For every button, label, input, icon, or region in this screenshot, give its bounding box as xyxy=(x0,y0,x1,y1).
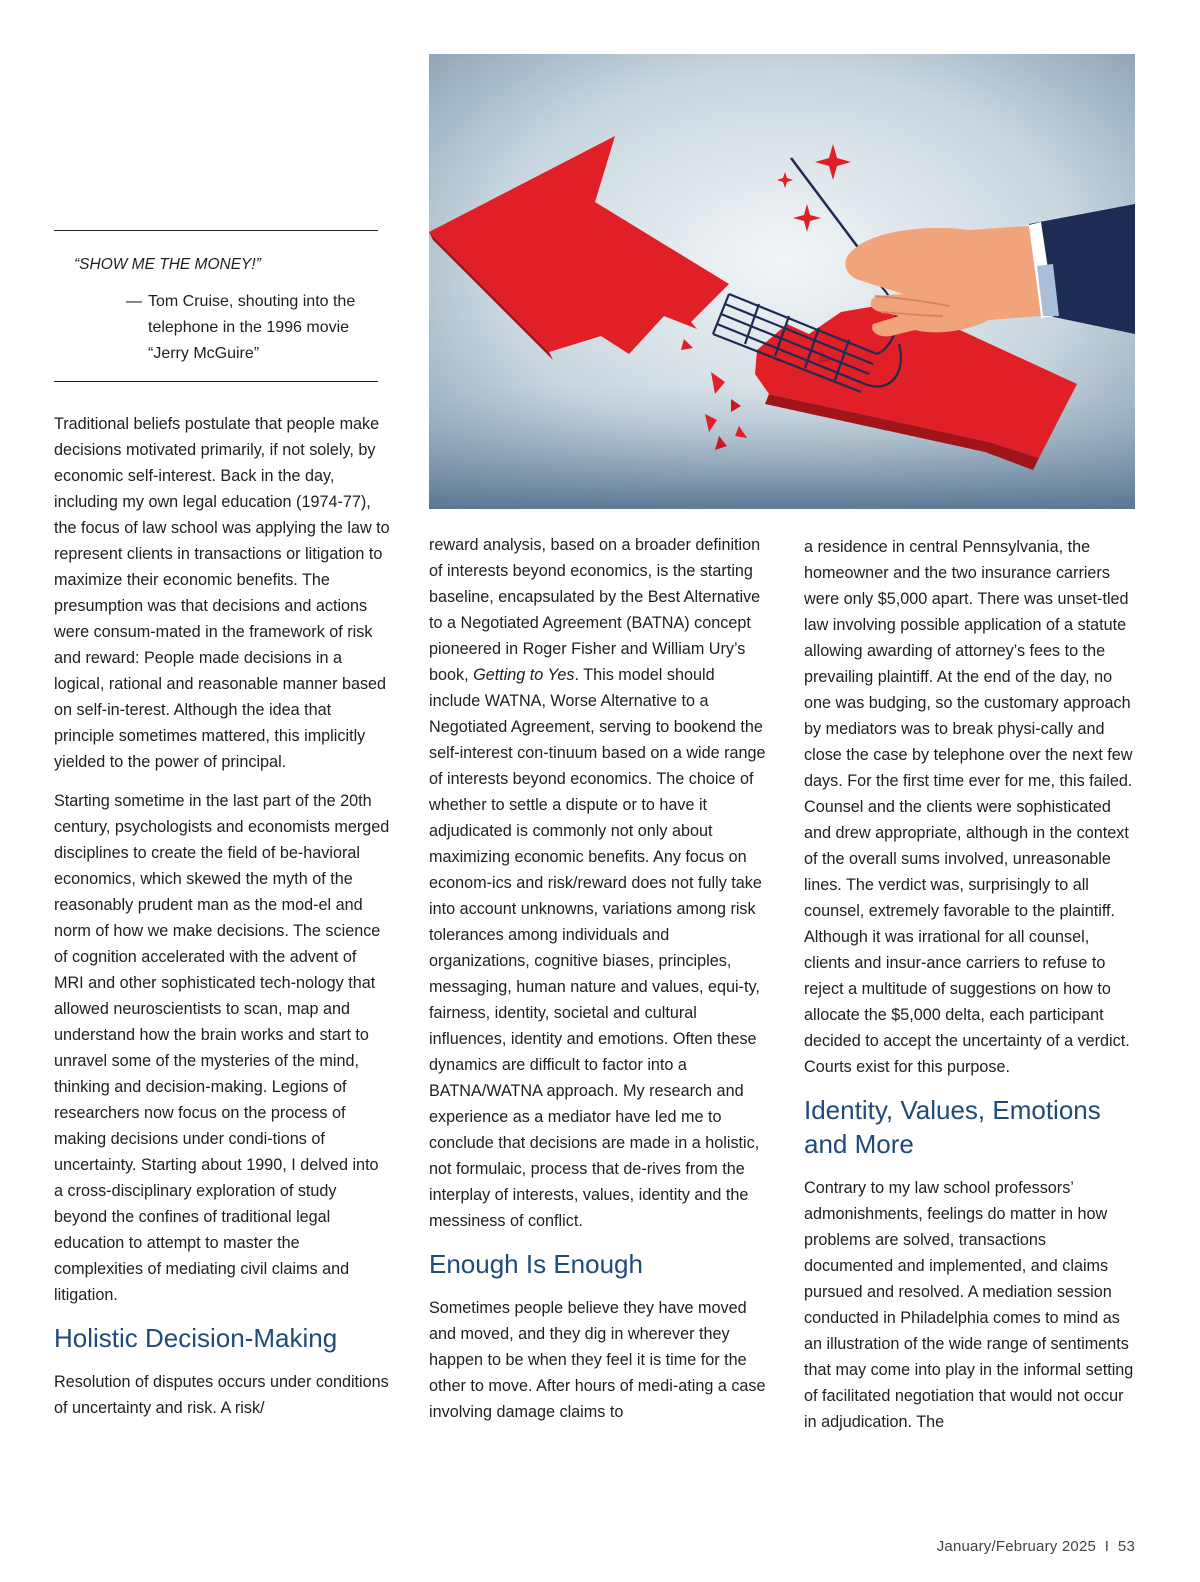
hero-illustration xyxy=(429,54,1135,509)
quote-bottom-rule xyxy=(54,381,378,382)
attribution-text: Tom Cruise, shouting into the telephone in the 1996 movie “Jerry McGuire” xyxy=(148,293,356,362)
column-1 xyxy=(54,411,390,1434)
paragraph-text: reward analysis, based on a broader definition of interests beyond economics, is the starting baseline, encapsulated by the Best Alternative to a Negotiated Agreement (BATNA) concept pioneered in Roger Fisher and William Ury’s book, xyxy=(429,536,761,684)
attribution-dash: — xyxy=(126,293,142,310)
issue-date: January/February 2025 xyxy=(936,1538,1097,1555)
paragraph: Traditional beliefs postulate that people make decisions motivated primarily, if not solely, by economic self-interest. Back in the day, including my own legal education (1974-77), the focus of law school was applying the law to represent clients in transactions or litigation to maximize their economic benefits. The presumption was that decisions and actions were consum-mated in the framework of risk and reward: People made decisions in a logical, rational and reasonable manner based on self-in-terest. Although the idea that principle sometimes mattered, this implicitly yielded to the power of principal. xyxy=(54,415,390,771)
column-3 xyxy=(804,534,1134,1448)
section-heading: Identity, Values, Emotions and More xyxy=(804,1095,1101,1159)
quote-text: “SHOW ME THE MONEY!” xyxy=(74,256,261,273)
paragraph: a residence in central Pennsylvania, the homeowner and the two insurance carriers were only $5,000 apart. There was unset-tled law involving possible application of a statute allowing awarding of attorney’s fees to the prevailing plaintiff. At the end of the day, no one was budging, so the customary approach by mediators was to break physi-cally and close the case by telephone over the next few days. For the first time ever for me, this failed. Counsel and the clients were sophisticated and drew appropriate, although in the context of the overall sums involved, unreasonable lines. The verdict was, surprisingly to all counsel, extremely favorable to the plaintiff. Although it was irrational for all counsel, clients and insur-ance carriers to refuse to reject a multitude of suggestions on how to allocate the $5,000 delta, each participant decided to accept the uncertainty of a verdict. Courts exist for this purpose. xyxy=(804,538,1133,1076)
paragraph: Resolution of disputes occurs under conditions of uncertainty and risk. A risk/ xyxy=(54,1373,389,1417)
quote-top-rule xyxy=(54,230,378,231)
paragraph: Sometimes people believe they have moved and moved, and they dig in wherever they happen to be when they feel it is time for the other to move. After hours of medi-ating a case involving damage claims to xyxy=(429,1299,766,1421)
paragraph: Starting sometime in the last part of the 20th century, psychologists and economists merged disciplines to create the field of be-havioral economics, which skewed the myth of the reasonably prudent man as the mod-el and norm of how we make decisions. The science of cognition accelerated with the advent of MRI and other sophisticated tech-nology that allowed neuroscientists to scan, map and understand how the brain works and start to unravel some of the mysteries of the mind, thinking and decision-making. Legions of researchers now focus on the process of making decisions under condi-tions of uncertainty. Starting about 1990, I delved into a cross-disciplinary exploration of study beyond the confines of traditional legal education to attempt to master the complexities of mediating civil claims and litigation. xyxy=(54,792,390,1304)
footer-separator: I xyxy=(1104,1538,1110,1555)
page-number: 53 xyxy=(1117,1538,1135,1555)
book-title: Getting to Yes xyxy=(473,666,575,684)
paragraph-text: . This model should include WATNA, Worse Alternative to a Negotiated Agreement, serving to bookend the self-interest con-tinuum based on a wide range of interests beyond economics. The choice of whether to settle a dispute or to have it adjudicated is commonly not only about maximizing economic benefits. Any focus on econom-ics and risk/reward does not fully take into account unknowns, variations among risk tolerances among individuals and organizations, cognitive biases, principles, messaging, human nature and values, equi-ty, fairness, identity, societal and cultural influences, identity and emotions. Often these dynamics are difficult to factor into a BATNA/WATNA approach. My research and experience as a mediator have led me to conclude that decisions are made in a holistic, not formulaic, process that de-rives from the interplay of interests, values, identity and the messiness of conflict. xyxy=(429,666,766,1230)
column-2 xyxy=(429,532,769,1438)
pull-quote xyxy=(54,230,378,382)
paragraph: Contrary to my law school professors’ admonishments, feelings do matter in how problems are solved, transactions documented and implemented, and claims pursued and resolved. A mediation session conducted in Philadelphia comes to mind as an illustration of the wide range of sentiments that may come into play in the informal setting of facilitated negotiation that would not occur in adjudication. The xyxy=(804,1179,1134,1431)
paragraph xyxy=(429,532,769,1234)
torn-arrow-stitched-by-hand-image xyxy=(429,54,1135,509)
section-heading: Holistic Decision-Making xyxy=(54,1323,338,1353)
section-heading: Enough Is Enough xyxy=(429,1249,643,1279)
page-footer xyxy=(937,1538,1135,1555)
quote-attribution xyxy=(126,289,378,367)
